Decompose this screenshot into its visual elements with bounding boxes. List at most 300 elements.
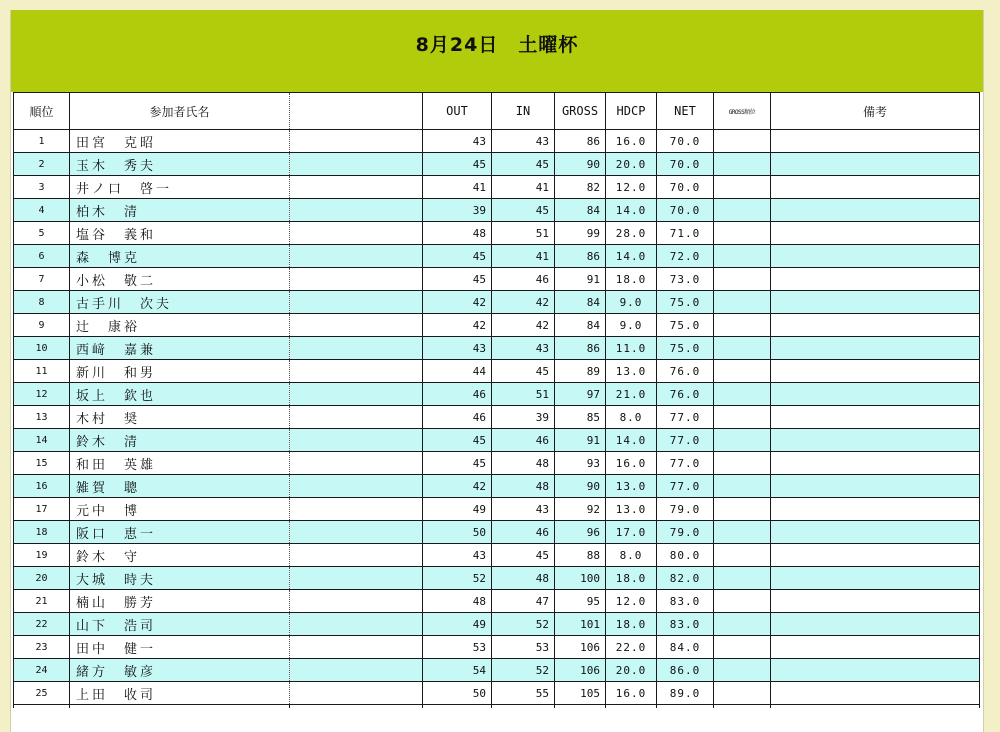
net-cell: 83.0 xyxy=(657,613,714,636)
gross-rank-cell xyxy=(714,406,771,429)
name-extra-cell xyxy=(290,222,423,245)
net-cell: 84.0 xyxy=(657,636,714,659)
table-row xyxy=(14,544,980,567)
net-cell: 75.0 xyxy=(657,314,714,337)
name-extra-cell xyxy=(290,429,423,452)
out-cell: 50 xyxy=(423,521,492,544)
header-name: 参加者氏名 xyxy=(70,93,290,130)
title-banner xyxy=(11,10,983,92)
gross-rank-cell xyxy=(714,682,771,705)
table-row xyxy=(14,383,980,406)
hdcp-cell: 22.0 xyxy=(606,636,657,659)
table-row xyxy=(14,659,980,682)
name-extra-cell xyxy=(290,199,423,222)
gross-cell: 88 xyxy=(555,544,606,567)
out-cell: 49 xyxy=(423,613,492,636)
name-extra-cell xyxy=(290,291,423,314)
gross-rank-cell xyxy=(714,475,771,498)
gross-cell: 85 xyxy=(555,406,606,429)
gross-cell: 90 xyxy=(555,475,606,498)
hdcp-cell: 18.0 xyxy=(606,268,657,291)
rank-cell: 6 xyxy=(14,245,70,268)
out-cell: 41 xyxy=(423,176,492,199)
out-cell: 45 xyxy=(423,452,492,475)
name-extra-cell xyxy=(290,176,423,199)
rank-cell: 11 xyxy=(14,360,70,383)
in-cell: 51 xyxy=(492,383,555,406)
gross-rank-cell xyxy=(714,245,771,268)
name-extra-cell xyxy=(290,314,423,337)
in-cell: 52 xyxy=(492,613,555,636)
net-cell: 77.0 xyxy=(657,429,714,452)
rank-cell: 10 xyxy=(14,337,70,360)
remarks-cell xyxy=(771,682,980,705)
table-row xyxy=(14,567,980,590)
gross-cell: 82 xyxy=(555,176,606,199)
gross-rank-cell xyxy=(714,590,771,613)
gross-rank-cell xyxy=(714,383,771,406)
hdcp-cell: 14.0 xyxy=(606,199,657,222)
table-row xyxy=(14,176,980,199)
out-cell: 50 xyxy=(423,682,492,705)
hdcp-cell: 16.0 xyxy=(606,452,657,475)
net-cell: 86.0 xyxy=(657,659,714,682)
table-row xyxy=(14,682,980,705)
out-cell: 42 xyxy=(423,314,492,337)
gross-rank-cell xyxy=(714,636,771,659)
header-gross: GROSS xyxy=(555,93,606,130)
rank-cell: 21 xyxy=(14,590,70,613)
name-extra-cell xyxy=(290,636,423,659)
gross-cell: 100 xyxy=(555,567,606,590)
table-row xyxy=(14,452,980,475)
name-cell: 古手川 次夫 xyxy=(70,291,290,314)
net-cell: 79.0 xyxy=(657,498,714,521)
out-cell: 39 xyxy=(423,199,492,222)
name-cell: 鈴木 守 xyxy=(70,544,290,567)
rank-cell: 20 xyxy=(14,567,70,590)
partial-cell xyxy=(14,705,70,709)
out-cell: 49 xyxy=(423,498,492,521)
gross-rank-cell xyxy=(714,314,771,337)
name-cell: 田中 健一 xyxy=(70,636,290,659)
remarks-cell xyxy=(771,521,980,544)
out-cell: 46 xyxy=(423,383,492,406)
net-cell: 72.0 xyxy=(657,245,714,268)
out-cell: 44 xyxy=(423,360,492,383)
net-cell: 77.0 xyxy=(657,452,714,475)
name-cell: 坂上 欽也 xyxy=(70,383,290,406)
out-cell: 45 xyxy=(423,153,492,176)
gross-rank-cell xyxy=(714,613,771,636)
in-cell: 48 xyxy=(492,452,555,475)
in-cell: 47 xyxy=(492,590,555,613)
out-cell: 43 xyxy=(423,337,492,360)
name-extra-cell xyxy=(290,475,423,498)
results-body xyxy=(14,130,980,709)
name-cell: 元中 博 xyxy=(70,498,290,521)
partial-cell xyxy=(70,705,290,709)
in-cell: 45 xyxy=(492,544,555,567)
results-table xyxy=(13,92,980,708)
out-cell: 43 xyxy=(423,544,492,567)
hdcp-cell: 14.0 xyxy=(606,245,657,268)
remarks-cell xyxy=(771,337,980,360)
rank-cell: 1 xyxy=(14,130,70,153)
gross-cell: 93 xyxy=(555,452,606,475)
gross-rank-cell xyxy=(714,291,771,314)
name-extra-cell xyxy=(290,659,423,682)
rank-cell: 4 xyxy=(14,199,70,222)
header-in: IN xyxy=(492,93,555,130)
gross-cell: 84 xyxy=(555,199,606,222)
name-extra-cell xyxy=(290,383,423,406)
remarks-cell xyxy=(771,475,980,498)
remarks-cell xyxy=(771,590,980,613)
gross-rank-cell xyxy=(714,360,771,383)
table-row xyxy=(14,613,980,636)
net-cell: 89.0 xyxy=(657,682,714,705)
in-cell: 43 xyxy=(492,337,555,360)
hdcp-cell: 17.0 xyxy=(606,521,657,544)
name-cell: 緒方 敏彦 xyxy=(70,659,290,682)
partial-cell xyxy=(555,705,606,709)
gross-rank-cell xyxy=(714,429,771,452)
in-cell: 48 xyxy=(492,475,555,498)
remarks-cell xyxy=(771,498,980,521)
name-extra-cell xyxy=(290,682,423,705)
table-row xyxy=(14,314,980,337)
in-cell: 53 xyxy=(492,636,555,659)
out-cell: 45 xyxy=(423,429,492,452)
gross-cell: 95 xyxy=(555,590,606,613)
hdcp-cell: 20.0 xyxy=(606,659,657,682)
name-extra-cell xyxy=(290,130,423,153)
remarks-cell xyxy=(771,222,980,245)
net-cell: 80.0 xyxy=(657,544,714,567)
net-cell: 71.0 xyxy=(657,222,714,245)
out-cell: 53 xyxy=(423,636,492,659)
gross-cell: 86 xyxy=(555,245,606,268)
name-cell: 森 博克 xyxy=(70,245,290,268)
out-cell: 42 xyxy=(423,475,492,498)
name-extra-cell xyxy=(290,590,423,613)
remarks-cell xyxy=(771,130,980,153)
hdcp-cell: 13.0 xyxy=(606,498,657,521)
rank-cell: 18 xyxy=(14,521,70,544)
name-cell: 大城 時夫 xyxy=(70,567,290,590)
gross-cell: 91 xyxy=(555,429,606,452)
remarks-cell xyxy=(771,268,980,291)
name-extra-cell xyxy=(290,268,423,291)
name-extra-cell xyxy=(290,498,423,521)
in-cell: 55 xyxy=(492,682,555,705)
name-cell: 西﨑 嘉兼 xyxy=(70,337,290,360)
rank-cell: 19 xyxy=(14,544,70,567)
gross-rank-cell xyxy=(714,452,771,475)
rank-cell: 2 xyxy=(14,153,70,176)
name-extra-cell xyxy=(290,452,423,475)
out-cell: 45 xyxy=(423,245,492,268)
header-rank: 順位 xyxy=(14,93,70,130)
out-cell: 45 xyxy=(423,268,492,291)
name-extra-cell xyxy=(290,153,423,176)
name-extra-cell xyxy=(290,544,423,567)
rank-cell: 5 xyxy=(14,222,70,245)
gross-rank-cell xyxy=(714,659,771,682)
rank-cell: 12 xyxy=(14,383,70,406)
partial-cell xyxy=(290,705,423,709)
gross-rank-cell xyxy=(714,222,771,245)
partial-cell xyxy=(423,705,492,709)
table-row xyxy=(14,337,980,360)
hdcp-cell: 13.0 xyxy=(606,475,657,498)
gross-cell: 105 xyxy=(555,682,606,705)
name-cell: 辻 康裕 xyxy=(70,314,290,337)
name-cell: 田宮 克昭 xyxy=(70,130,290,153)
in-cell: 41 xyxy=(492,176,555,199)
rank-cell: 7 xyxy=(14,268,70,291)
hdcp-cell: 20.0 xyxy=(606,153,657,176)
hdcp-cell: 12.0 xyxy=(606,590,657,613)
partial-cell xyxy=(606,705,657,709)
header-out: OUT xyxy=(423,93,492,130)
remarks-cell xyxy=(771,406,980,429)
header-row xyxy=(14,93,980,130)
header-name-extra xyxy=(290,93,423,130)
rank-cell: 9 xyxy=(14,314,70,337)
net-cell: 75.0 xyxy=(657,337,714,360)
name-cell: 塩谷 義和 xyxy=(70,222,290,245)
name-extra-cell xyxy=(290,245,423,268)
partial-cell xyxy=(657,705,714,709)
in-cell: 43 xyxy=(492,498,555,521)
in-cell: 42 xyxy=(492,291,555,314)
name-cell: 楠山 勝芳 xyxy=(70,590,290,613)
in-cell: 42 xyxy=(492,314,555,337)
gross-cell: 86 xyxy=(555,337,606,360)
net-cell: 83.0 xyxy=(657,590,714,613)
gross-rank-cell xyxy=(714,268,771,291)
hdcp-cell: 28.0 xyxy=(606,222,657,245)
out-cell: 48 xyxy=(423,222,492,245)
gross-rank-cell xyxy=(714,199,771,222)
hdcp-cell: 13.0 xyxy=(606,360,657,383)
remarks-cell xyxy=(771,291,980,314)
name-cell: 柏木 清 xyxy=(70,199,290,222)
gross-cell: 106 xyxy=(555,636,606,659)
hdcp-cell: 18.0 xyxy=(606,613,657,636)
hdcp-cell: 8.0 xyxy=(606,406,657,429)
table-row xyxy=(14,153,980,176)
rank-cell: 25 xyxy=(14,682,70,705)
results-table-wrap xyxy=(13,92,979,708)
hdcp-cell: 12.0 xyxy=(606,176,657,199)
name-cell: 和田 英雄 xyxy=(70,452,290,475)
in-cell: 46 xyxy=(492,429,555,452)
remarks-cell xyxy=(771,314,980,337)
remarks-cell xyxy=(771,360,980,383)
header-remarks: 備考 xyxy=(771,93,980,130)
in-cell: 45 xyxy=(492,153,555,176)
table-row xyxy=(14,590,980,613)
remarks-cell xyxy=(771,567,980,590)
in-cell: 51 xyxy=(492,222,555,245)
hdcp-cell: 16.0 xyxy=(606,682,657,705)
table-row-partial xyxy=(14,705,980,709)
header-net: NET xyxy=(657,93,714,130)
name-extra-cell xyxy=(290,406,423,429)
net-cell: 70.0 xyxy=(657,199,714,222)
in-cell: 48 xyxy=(492,567,555,590)
hdcp-cell: 8.0 xyxy=(606,544,657,567)
rank-cell: 13 xyxy=(14,406,70,429)
gross-cell: 99 xyxy=(555,222,606,245)
out-cell: 46 xyxy=(423,406,492,429)
gross-cell: 101 xyxy=(555,613,606,636)
gross-rank-cell xyxy=(714,153,771,176)
gross-cell: 84 xyxy=(555,291,606,314)
gross-rank-cell xyxy=(714,544,771,567)
name-cell: 鈴木 清 xyxy=(70,429,290,452)
remarks-cell xyxy=(771,245,980,268)
name-cell: 木村 奨 xyxy=(70,406,290,429)
page-title: 8月24日 土曜杯 xyxy=(415,34,579,56)
net-cell: 76.0 xyxy=(657,360,714,383)
in-cell: 41 xyxy=(492,245,555,268)
table-row xyxy=(14,245,980,268)
rank-cell: 15 xyxy=(14,452,70,475)
table-row xyxy=(14,130,980,153)
in-cell: 45 xyxy=(492,199,555,222)
table-row xyxy=(14,291,980,314)
rank-cell: 16 xyxy=(14,475,70,498)
remarks-cell xyxy=(771,452,980,475)
gross-rank-cell xyxy=(714,567,771,590)
rank-cell: 17 xyxy=(14,498,70,521)
name-cell: 小松 敬二 xyxy=(70,268,290,291)
table-row xyxy=(14,636,980,659)
net-cell: 77.0 xyxy=(657,406,714,429)
hdcp-cell: 16.0 xyxy=(606,130,657,153)
rank-cell: 24 xyxy=(14,659,70,682)
table-row xyxy=(14,199,980,222)
name-extra-cell xyxy=(290,567,423,590)
name-extra-cell xyxy=(290,360,423,383)
gross-cell: 89 xyxy=(555,360,606,383)
name-cell: 阪口 恵一 xyxy=(70,521,290,544)
table-row xyxy=(14,222,980,245)
remarks-cell xyxy=(771,153,980,176)
header-gross-rank: GROSS順位 xyxy=(714,93,771,130)
name-cell: 上田 收司 xyxy=(70,682,290,705)
name-cell: 雑賀 聰 xyxy=(70,475,290,498)
hdcp-cell: 9.0 xyxy=(606,314,657,337)
table-row xyxy=(14,360,980,383)
in-cell: 43 xyxy=(492,130,555,153)
in-cell: 39 xyxy=(492,406,555,429)
rank-cell: 8 xyxy=(14,291,70,314)
net-cell: 73.0 xyxy=(657,268,714,291)
remarks-cell xyxy=(771,659,980,682)
net-cell: 70.0 xyxy=(657,153,714,176)
gross-rank-cell xyxy=(714,521,771,544)
out-cell: 42 xyxy=(423,291,492,314)
table-row xyxy=(14,498,980,521)
gross-rank-cell xyxy=(714,337,771,360)
gross-cell: 91 xyxy=(555,268,606,291)
gross-cell: 92 xyxy=(555,498,606,521)
net-cell: 77.0 xyxy=(657,475,714,498)
name-cell: 山下 浩司 xyxy=(70,613,290,636)
name-extra-cell xyxy=(290,613,423,636)
in-cell: 46 xyxy=(492,521,555,544)
table-row xyxy=(14,406,980,429)
gross-cell: 86 xyxy=(555,130,606,153)
out-cell: 48 xyxy=(423,590,492,613)
partial-cell xyxy=(714,705,771,709)
in-cell: 45 xyxy=(492,360,555,383)
hdcp-cell: 21.0 xyxy=(606,383,657,406)
rank-cell: 3 xyxy=(14,176,70,199)
gross-rank-cell xyxy=(714,130,771,153)
remarks-cell xyxy=(771,199,980,222)
name-cell: 新川 和男 xyxy=(70,360,290,383)
name-extra-cell xyxy=(290,521,423,544)
remarks-cell xyxy=(771,429,980,452)
out-cell: 52 xyxy=(423,567,492,590)
net-cell: 82.0 xyxy=(657,567,714,590)
net-cell: 76.0 xyxy=(657,383,714,406)
rank-cell: 14 xyxy=(14,429,70,452)
gross-cell: 84 xyxy=(555,314,606,337)
header-hdcp: HDCP xyxy=(606,93,657,130)
hdcp-cell: 11.0 xyxy=(606,337,657,360)
gross-cell: 96 xyxy=(555,521,606,544)
remarks-cell xyxy=(771,383,980,406)
name-cell: 玉木 秀夫 xyxy=(70,153,290,176)
remarks-cell xyxy=(771,176,980,199)
remarks-cell xyxy=(771,613,980,636)
rank-cell: 22 xyxy=(14,613,70,636)
net-cell: 70.0 xyxy=(657,176,714,199)
name-extra-cell xyxy=(290,337,423,360)
net-cell: 75.0 xyxy=(657,291,714,314)
net-cell: 79.0 xyxy=(657,521,714,544)
partial-cell xyxy=(771,705,980,709)
gross-cell: 90 xyxy=(555,153,606,176)
table-row xyxy=(14,429,980,452)
out-cell: 43 xyxy=(423,130,492,153)
net-cell: 70.0 xyxy=(657,130,714,153)
table-row xyxy=(14,475,980,498)
in-cell: 52 xyxy=(492,659,555,682)
hdcp-cell: 14.0 xyxy=(606,429,657,452)
remarks-cell xyxy=(771,636,980,659)
out-cell: 54 xyxy=(423,659,492,682)
gross-rank-cell xyxy=(714,498,771,521)
in-cell: 46 xyxy=(492,268,555,291)
hdcp-cell: 18.0 xyxy=(606,567,657,590)
spreadsheet-frame xyxy=(10,10,984,732)
hdcp-cell: 9.0 xyxy=(606,291,657,314)
gross-rank-cell xyxy=(714,176,771,199)
gross-cell: 106 xyxy=(555,659,606,682)
gross-cell: 97 xyxy=(555,383,606,406)
remarks-cell xyxy=(771,544,980,567)
name-cell: 井ノ口 啓一 xyxy=(70,176,290,199)
rank-cell: 23 xyxy=(14,636,70,659)
